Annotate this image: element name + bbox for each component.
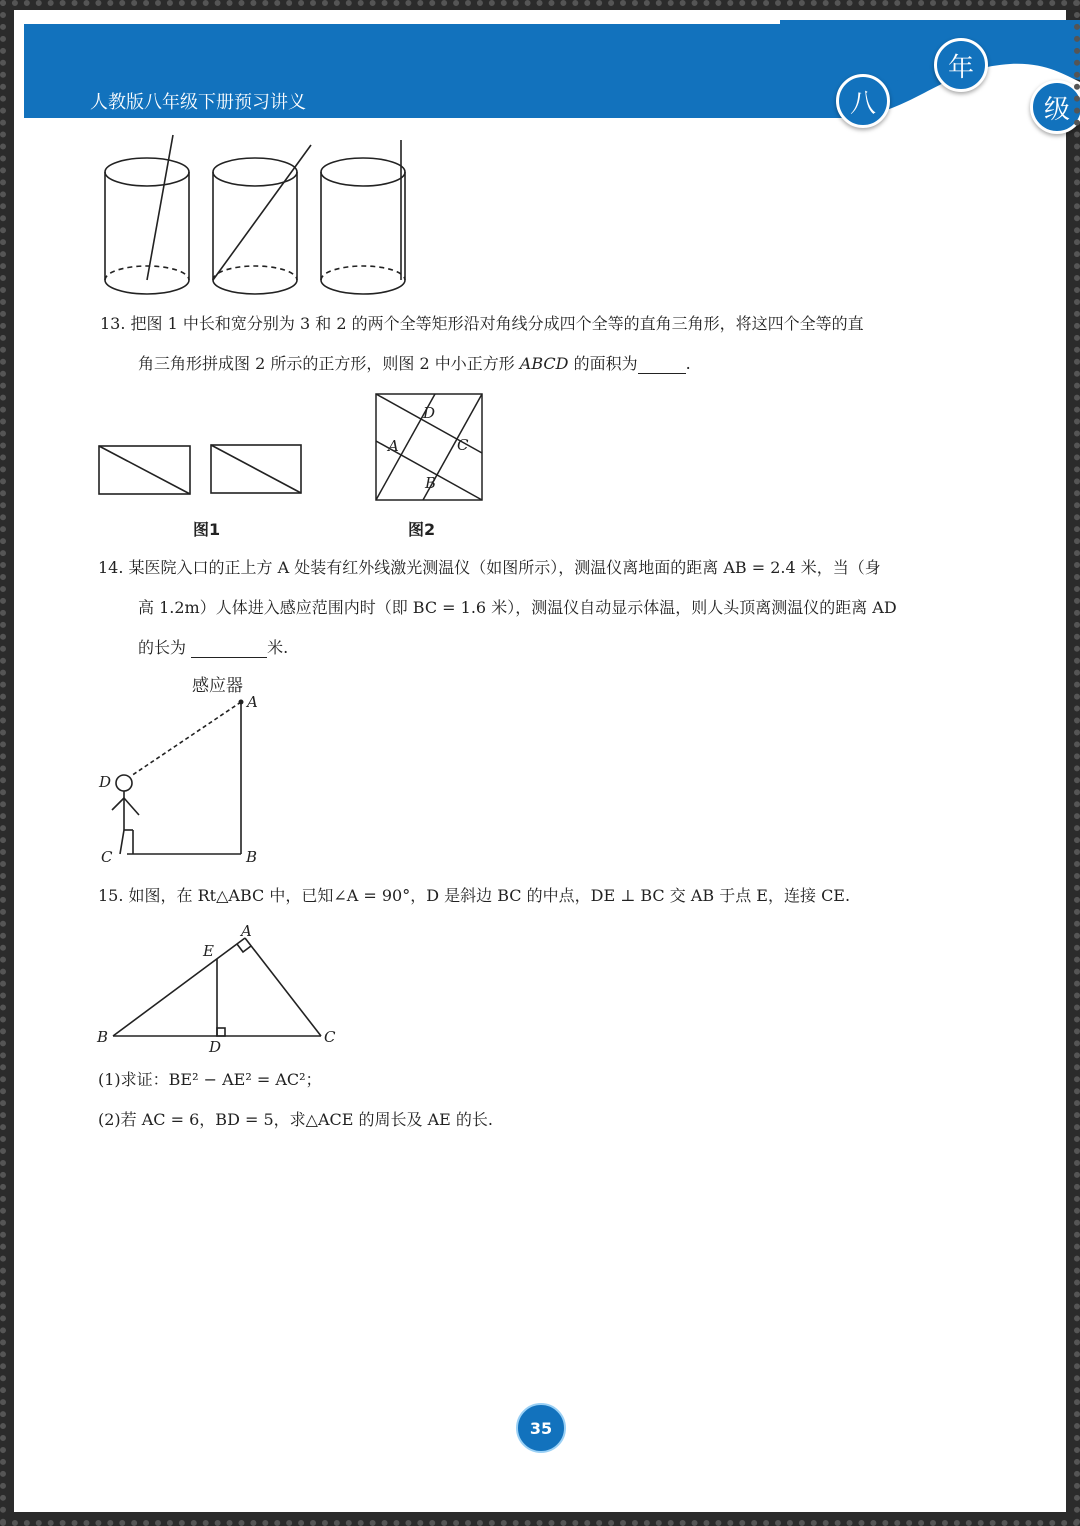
q15-part2: (2)若 AC = 6，BD = 5，求△ACE 的周长及 AE 的长.	[98, 1110, 494, 1129]
q14-label-c: C	[101, 848, 113, 866]
q13-label-a: A	[388, 437, 399, 455]
q15-figure	[95, 920, 355, 1060]
q13-figure2	[370, 388, 490, 508]
q14-line2: 高 1.2m）人体进入感应范围内时（即 BC = 1.6 米），测温仪自动显示体温，则人头顶离测温仪的距离 AD	[138, 598, 897, 617]
q13-fig2-caption: 图2	[408, 520, 436, 539]
grade-badge-ji: 级	[1030, 80, 1080, 134]
q13-line2-end: .	[685, 354, 691, 373]
q13-line2-text-b: 的面积为	[568, 354, 638, 373]
q14-sensor-label: 感应器	[192, 676, 243, 696]
q14-answer-blank	[191, 638, 267, 658]
q15-label-a: A	[241, 922, 252, 940]
q13-square-name: ABCD	[519, 354, 569, 373]
q14-line3-text-b: 米.	[267, 638, 289, 657]
header-title: 人教版八年级下册预习讲义	[90, 92, 306, 113]
q15-label-d: D	[209, 1038, 222, 1056]
q13-line1: 13. 把图 1 中长和宽分别为 3 和 2 的两个全等矩形沿对角线分成四个全等的直角三角形，将这四个全等的直	[100, 314, 864, 333]
q13-figure1	[95, 440, 310, 500]
q13-label-b: B	[425, 474, 437, 492]
grade-badge-ba: 八	[836, 74, 890, 128]
q14-label-d: D	[99, 773, 112, 791]
cylinders-figure	[95, 130, 425, 305]
grade-badge-nian: 年	[934, 38, 988, 92]
q15-line1: 15. 如图，在 Rt△ABC 中，已知∠A = 90°，D 是斜边 BC 的中点，DE ⊥ BC 交 AB 于点 E，连接 CE.	[98, 886, 851, 905]
q13-label-c: C	[457, 436, 469, 454]
q14-label-a: A	[247, 693, 258, 711]
q13-line2	[138, 354, 691, 374]
q14-figure	[95, 690, 275, 870]
q13-label-d: D	[423, 404, 436, 422]
page-number-badge: 35	[516, 1403, 566, 1453]
q13-line2-text-a: 角三角形拼成图 2 所示的正方形，则图 2 中小正方形	[138, 354, 520, 373]
q14-line1: 14. 某医院入口的正上方 A 处装有红外线激光测温仪（如图所示），测温仪离地面的距离 AB = 2.4 米，当（身	[98, 558, 881, 577]
q15-label-e: E	[203, 942, 214, 960]
q14-line3	[138, 638, 288, 658]
q15-label-b: B	[97, 1028, 109, 1046]
q15-part1: (1)求证：BE² − AE² = AC²；	[98, 1070, 322, 1089]
q14-line3-text-a: 的长为	[138, 638, 192, 657]
q13-answer-blank	[638, 354, 686, 374]
q13-fig1-caption: 图1	[193, 520, 221, 539]
q15-label-c: C	[324, 1028, 336, 1046]
q14-label-b: B	[246, 848, 258, 866]
